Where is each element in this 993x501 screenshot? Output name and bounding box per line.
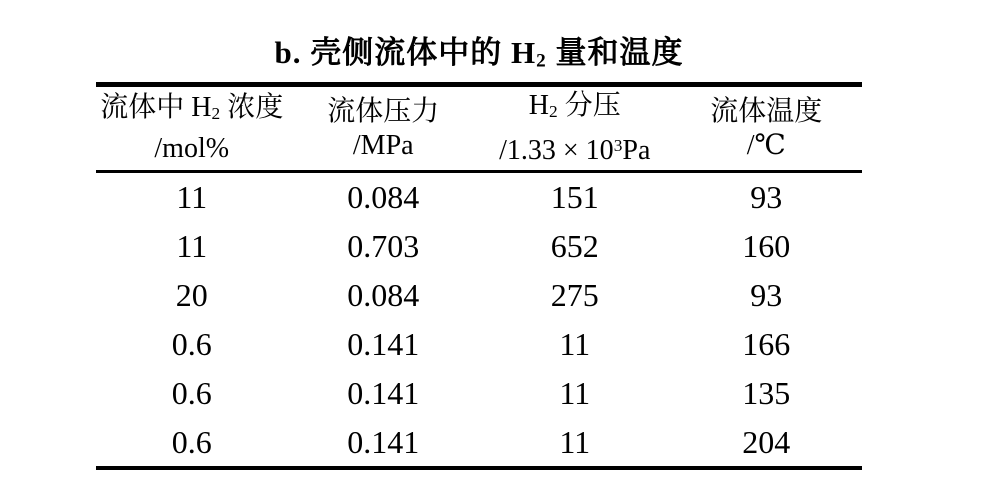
column-header-unit: /℃	[746, 129, 786, 161]
table-cell: 0.084	[347, 179, 420, 216]
table-cell: 0.141	[347, 325, 420, 362]
table-cell: 160	[742, 228, 791, 265]
column-header-label: $H_2$ 分压	[528, 90, 621, 122]
table-rule-bottom	[96, 466, 862, 470]
table-row	[96, 417, 862, 466]
table-title	[96, 27, 862, 72]
table-cell: 0.6	[171, 374, 212, 411]
column-header-unit: $/1.33 \times 10^3Pa$	[499, 134, 651, 166]
table-cell: 166	[742, 325, 791, 362]
table-cell: 0.6	[171, 423, 212, 460]
table-row	[96, 271, 862, 320]
table-cell: 11	[559, 374, 591, 411]
column-header-fluid-temperature	[671, 87, 863, 170]
table-cell: 135	[742, 374, 791, 411]
table-cell: 0.703	[347, 228, 420, 265]
table-cell: 151	[550, 179, 599, 216]
data-table	[96, 82, 862, 470]
table-header-row	[96, 87, 862, 170]
table-row	[96, 173, 862, 222]
table-cell: 0.084	[347, 277, 420, 314]
table-cell: 93	[750, 179, 783, 216]
table-cell: 275	[550, 277, 599, 314]
column-header-fluid-pressure	[288, 87, 480, 170]
table-title-subscript: 2	[536, 50, 547, 72]
column-header-unit: /MPa	[352, 129, 414, 161]
table-cell: 11	[176, 228, 208, 265]
column-header-h2-partial-pressure	[479, 87, 671, 170]
column-header-label: 流体压力	[327, 95, 440, 127]
table-title-text: b. 壳侧流体中的 H	[274, 35, 537, 70]
table-cell: 0.141	[347, 374, 420, 411]
table-body	[96, 173, 862, 466]
table-cell: 204	[742, 423, 791, 460]
table-cell: 11	[559, 325, 591, 362]
table-title-text: 量和温度	[546, 35, 684, 70]
table-cell: 93	[750, 277, 783, 314]
table-row	[96, 368, 862, 417]
table-cell: 652	[550, 228, 599, 265]
table-cell: 0.6	[171, 325, 212, 362]
table-row	[96, 222, 862, 271]
column-header-label: 流体中 $H_2$ 浓度	[100, 92, 284, 124]
table-cell: 0.141	[347, 423, 420, 460]
table-cell: 20	[175, 277, 208, 314]
table-row	[96, 319, 862, 368]
column-header-h2-concentration	[96, 87, 288, 170]
column-header-label: 流体温度	[710, 95, 823, 127]
table-cell: 11	[559, 423, 591, 460]
column-header-unit: /mol%	[154, 132, 230, 164]
table-cell: 11	[176, 179, 208, 216]
